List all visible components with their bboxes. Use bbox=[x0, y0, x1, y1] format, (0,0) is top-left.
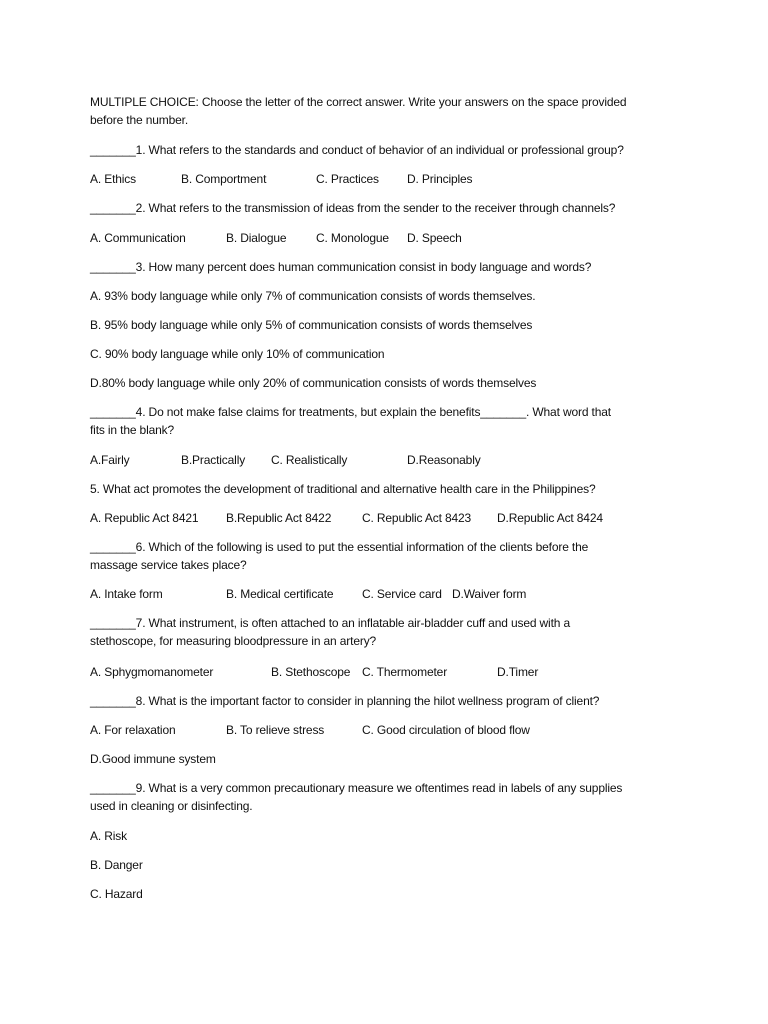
q1-option-a: A. Ethics bbox=[90, 172, 136, 186]
q4-option-d: D.Reasonably bbox=[407, 453, 481, 467]
q3-option-d: D.80% body language while only 20% of communication consists of words themselves bbox=[90, 376, 537, 390]
q8-option-b: B. To relieve stress bbox=[226, 723, 325, 737]
instructions-line-2: before the number. bbox=[90, 113, 189, 127]
q5-option-b: B.Republic Act 8422 bbox=[226, 511, 332, 525]
q8-option-a: A. For relaxation bbox=[90, 723, 176, 737]
q3-option-b: B. 95% body language while only 5% of communication consists of words themselves bbox=[90, 318, 533, 332]
q2-option-a: A. Communication bbox=[90, 231, 186, 245]
question-2: _______2. What refers to the transmission of ideas from the sender to the receiver through channels? bbox=[90, 201, 616, 215]
question-4-line-2: fits in the blank? bbox=[90, 423, 175, 437]
question-7-line-2: stethoscope, for measuring bloodpressure in an artery? bbox=[90, 634, 377, 648]
question-5: 5. What act promotes the development of traditional and alternative health care in the Philippines? bbox=[90, 482, 596, 496]
q9-option-b: B. Danger bbox=[90, 858, 143, 872]
q6-option-c: C. Service card bbox=[362, 587, 442, 601]
q7-option-b: B. Stethoscope bbox=[271, 665, 351, 679]
q2-option-c: C. Monologue bbox=[316, 231, 389, 245]
q7-option-a: A. Sphygmomanometer bbox=[90, 665, 214, 679]
q7-option-c: C. Thermometer bbox=[362, 665, 448, 679]
q4-option-a: A.Fairly bbox=[90, 453, 130, 467]
question-9-line-1: _______9. What is a very common precautionary measure we oftentimes read in labels of any supplies bbox=[90, 781, 623, 795]
q9-option-c: C. Hazard bbox=[90, 887, 143, 901]
q6-option-d: D.Waiver form bbox=[452, 587, 527, 601]
q9-option-a: A. Risk bbox=[90, 829, 127, 843]
q5-option-d: D.Republic Act 8424 bbox=[497, 511, 603, 525]
q1-option-d: D. Principles bbox=[407, 172, 473, 186]
q4-option-c: C. Realistically bbox=[271, 453, 348, 467]
q3-option-a: A. 93% body language while only 7% of communication consists of words themselves. bbox=[90, 289, 536, 303]
q5-option-c: C. Republic Act 8423 bbox=[362, 511, 472, 525]
question-1: _______1. What refers to the standards and conduct of behavior of an individual or professional group? bbox=[90, 143, 624, 157]
q5-option-a: A. Republic Act 8421 bbox=[90, 511, 199, 525]
q4-option-b: B.Practically bbox=[181, 453, 246, 467]
q2-option-d: D. Speech bbox=[407, 231, 462, 245]
question-7-line-1: _______7. What instrument, is often attached to an inflatable air-bladder cuff and used with a bbox=[90, 616, 570, 630]
q3-option-c: C. 90% body language while only 10% of communication bbox=[90, 347, 385, 361]
question-4-line-1: _______4. Do not make false claims for treatments, but explain the benefits_______. What word that bbox=[90, 405, 611, 419]
question-8: _______8. What is the important factor to consider in planning the hilot wellness program of client? bbox=[90, 694, 600, 708]
q7-option-d: D.Timer bbox=[497, 665, 539, 679]
q6-option-b: B. Medical certificate bbox=[226, 587, 334, 601]
question-6-line-1: _______6. Which of the following is used to put the essential information of the clients before the bbox=[90, 540, 589, 554]
question-9-line-2: used in cleaning or disinfecting. bbox=[90, 799, 253, 813]
q8-option-d: D.Good immune system bbox=[90, 752, 216, 766]
q1-option-c: C. Practices bbox=[316, 172, 379, 186]
instructions-line-1: MULTIPLE CHOICE: Choose the letter of the correct answer. Write your answers on the space provided bbox=[90, 95, 627, 109]
q1-option-b: B. Comportment bbox=[181, 172, 267, 186]
question-6-line-2: massage service takes place? bbox=[90, 558, 247, 572]
question-3: _______3. How many percent does human communication consist in body language and words? bbox=[90, 260, 592, 274]
q2-option-b: B. Dialogue bbox=[226, 231, 287, 245]
q6-option-a: A. Intake form bbox=[90, 587, 163, 601]
q8-option-c: C. Good circulation of blood flow bbox=[362, 723, 530, 737]
